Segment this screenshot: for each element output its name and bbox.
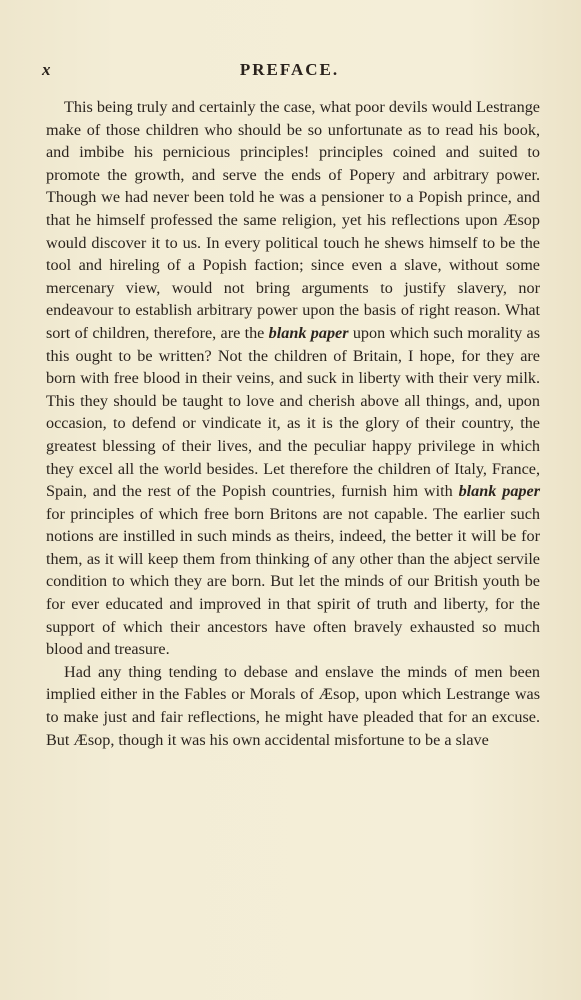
page-header (42, 60, 537, 84)
paragraph-1-text-1: This being truly and certainly the case, what poor devils would Lestrange make of those children who should be so unfortunate as to read his book, and imbibe his pernicious principles! principles coined and suited to promote the growth, and serve the ends of Popery and arbitrary power. Though we had never been told he was a pensioner to a Popish prince, and that he himself professed the same religion, yet his reflections upon Æsop would discover it to us. In every political touch he shews himself to be the tool and hireling of a Popish faction; since even a slave, without some mercenary view, would not bring arguments to justify slavery, nor endeavour to establish arbitrary power upon the basis of right reason. What sort of children, therefore, are the (46, 98, 540, 342)
italic-phrase-2: blank paper (458, 482, 540, 501)
paragraph-1-text-2: upon which such morality as this ought to be written? Not the children of Britain, I hope, for they are born with free blood in their veins, and suck in liberty with their very milk. This they should be taught to love and cherish above all things, and, upon occasion, to defend or vindicate it, as it is the glory of their country, the greatest blessing of their lives, and the peculiar happy privilege in which they excel all the world besides. Let therefore the children of Italy, France, Spain, and the rest of the Popish countries, furnish him with (46, 323, 540, 501)
paragraph-1-text-3: for principles of which free born Britons are not capable. The earlier such notions are instilled in such minds as theirs, indeed, the better it will be for them, as it will keep them from thinking of any other than the abject servile condition to which they are born. But let the minds of our British youth be for ever educated and improved in that spirit of truth and liberty, for the support of which their ancestors have often bravely exhausted so much blood and treasure. (46, 504, 540, 659)
paragraph-1 (46, 96, 540, 661)
page-number: x (42, 60, 51, 79)
running-title: PREFACE. (239, 60, 340, 79)
italic-phrase-1: blank paper (268, 323, 349, 342)
body-text (46, 96, 540, 751)
paragraph-2: Had any thing tending to debase and enslave the minds of men been implied either in the Fables or Morals of Æsop, upon which Lestrange was to make just and fair reflections, he might have pleaded that for an excuse. But Æsop, though it was his own accidental misfortune to be a slave (46, 662, 540, 749)
